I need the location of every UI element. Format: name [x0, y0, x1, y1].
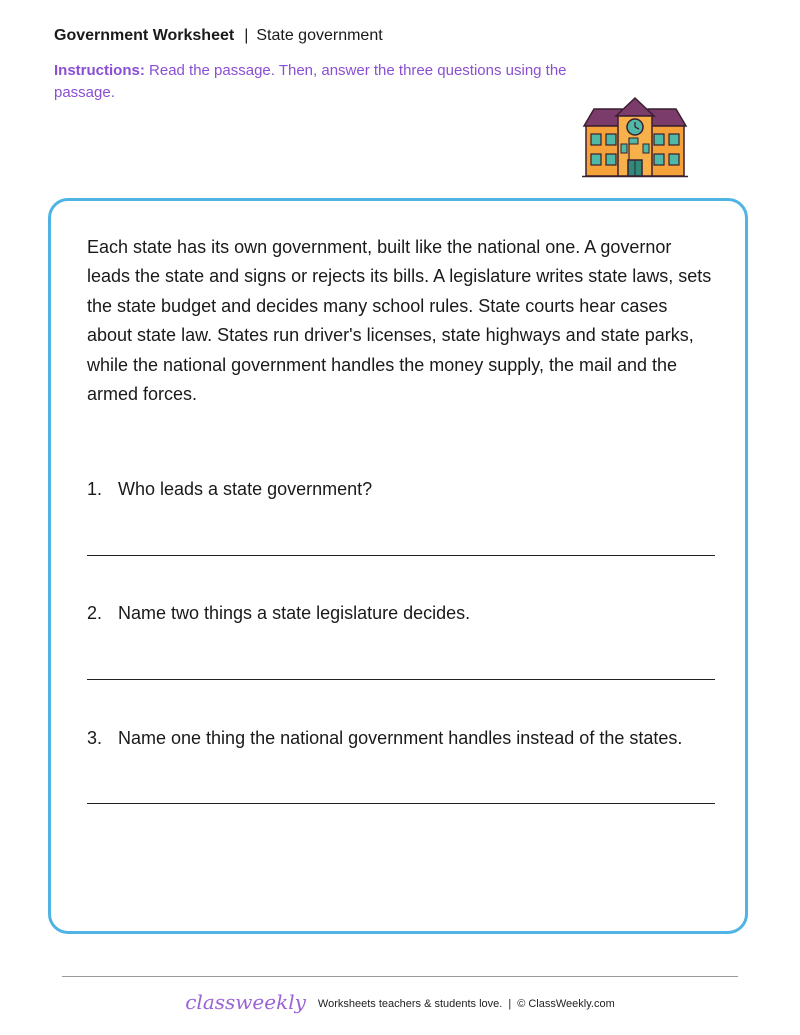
question-number: 2. — [87, 603, 103, 623]
question-number: 1. — [87, 479, 103, 499]
footer-separator: | — [508, 998, 512, 1010]
question-3 — [87, 727, 682, 749]
passage-card — [48, 198, 748, 934]
footer-divider — [62, 976, 738, 977]
header-separator: | — [244, 27, 249, 44]
answer-line-2[interactable] — [87, 679, 715, 680]
answer-line-1[interactable] — [87, 555, 715, 556]
instructions-text: Read the passage. Then, answer the three questions using the passage. — [54, 62, 567, 101]
reading-passage: Each state has its own government, built like the national one. A governor leads the state and signs or rejects its bills. A legislature writes state laws, sets the state budget and decides many school rules. State courts hear cases about state law. States run driver's licenses, state highways and state parks, while the national government handles the money supply, the mail and the armed forces. — [87, 237, 712, 405]
instructions — [54, 60, 574, 104]
question-text: Name one thing the national government handles instead of the states. — [118, 728, 683, 748]
worksheet-subtitle: State government — [256, 27, 383, 44]
instructions-label: Instructions: — [54, 62, 145, 79]
question-text: Name two things a state legislature decides. — [118, 603, 471, 623]
worksheet-header — [54, 26, 383, 46]
question-number: 3. — [87, 728, 103, 748]
question-text: Who leads a state government? — [118, 479, 373, 499]
question-1 — [87, 478, 372, 500]
footer-copyright: © ClassWeekly.com — [517, 998, 615, 1010]
footer-tagline: Worksheets teachers & students love. — [317, 998, 503, 1010]
question-2 — [87, 602, 470, 624]
brand-logo: classweekly — [185, 990, 306, 1014]
school-building-icon — [582, 96, 688, 180]
answer-line-3[interactable] — [87, 803, 715, 804]
worksheet-title: Government Worksheet — [54, 27, 235, 44]
footer — [0, 990, 800, 1016]
